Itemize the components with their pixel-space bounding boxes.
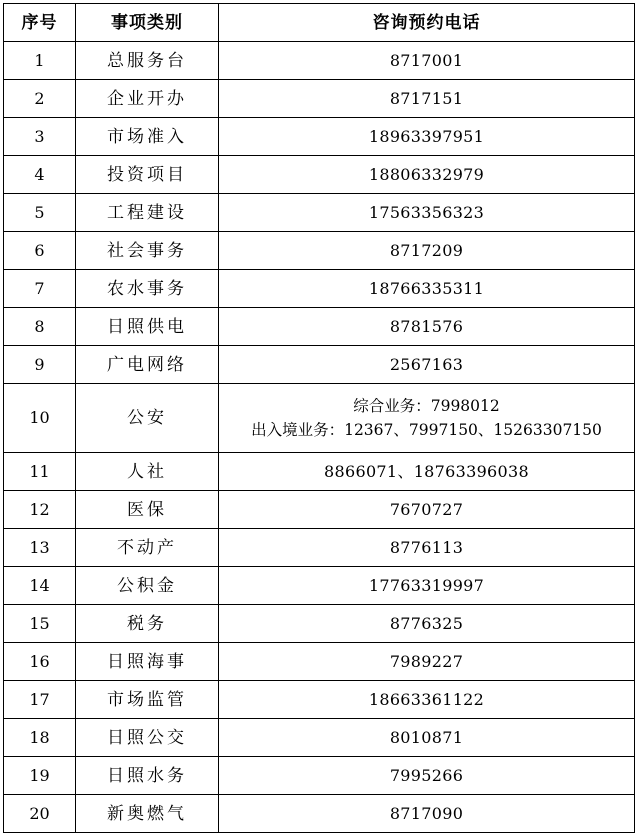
table-row [4, 118, 635, 156]
table-row [4, 270, 635, 308]
row-category: 企业开办 [76, 80, 219, 118]
row-phone: 18806332979 [219, 156, 635, 194]
row-phone: 18663361122 [219, 681, 635, 719]
row-number: 7 [4, 270, 76, 308]
row-category: 人社 [76, 453, 219, 491]
table-row [4, 194, 635, 232]
row-category: 新奥燃气 [76, 795, 219, 833]
row-phone-multiline [219, 384, 635, 453]
row-category: 日照供电 [76, 308, 219, 346]
row-number: 6 [4, 232, 76, 270]
row-phone: 8781576 [219, 308, 635, 346]
table-row [4, 681, 635, 719]
table-row [4, 605, 635, 643]
table-row [4, 795, 635, 833]
row-phone: 18766335311 [219, 270, 635, 308]
row-phone: 7995266 [219, 757, 635, 795]
row-phone: 8717090 [219, 795, 635, 833]
row-number: 2 [4, 80, 76, 118]
row-number: 13 [4, 529, 76, 567]
table-row [4, 719, 635, 757]
table-row [4, 384, 635, 453]
row-number: 9 [4, 346, 76, 384]
header-phone: 咨询预约电话 [219, 4, 635, 42]
row-phone: 18963397951 [219, 118, 635, 156]
row-category: 不动产 [76, 529, 219, 567]
row-number: 15 [4, 605, 76, 643]
table-row [4, 643, 635, 681]
row-phone: 8717209 [219, 232, 635, 270]
row-phone: 7989227 [219, 643, 635, 681]
table-header-row [4, 4, 635, 42]
row-category: 市场监管 [76, 681, 219, 719]
row-category: 医保 [76, 491, 219, 529]
row-category: 公安 [76, 384, 219, 453]
row-category: 社会事务 [76, 232, 219, 270]
row-category: 日照海事 [76, 643, 219, 681]
row-phone: 7670727 [219, 491, 635, 529]
row-phone: 2567163 [219, 346, 635, 384]
table-row [4, 308, 635, 346]
table-row [4, 232, 635, 270]
row-number: 4 [4, 156, 76, 194]
header-number: 序号 [4, 4, 76, 42]
row-number: 1 [4, 42, 76, 80]
row-category: 日照水务 [76, 757, 219, 795]
row-number: 11 [4, 453, 76, 491]
table-row [4, 491, 635, 529]
row-category: 农水事务 [76, 270, 219, 308]
row-phone: 17563356323 [219, 194, 635, 232]
row-number: 10 [4, 384, 76, 453]
phone-line-immigration: 出入境业务：12367、7997150、15263307150 [251, 421, 602, 439]
phone-line-general: 综合业务：7998012 [353, 397, 500, 415]
service-phone-table [3, 3, 635, 833]
header-category: 事项类别 [76, 4, 219, 42]
row-category: 公积金 [76, 567, 219, 605]
row-number: 3 [4, 118, 76, 156]
row-phone: 8776325 [219, 605, 635, 643]
row-number: 16 [4, 643, 76, 681]
row-number: 20 [4, 795, 76, 833]
table-row [4, 42, 635, 80]
row-phone: 8010871 [219, 719, 635, 757]
row-phone: 8717151 [219, 80, 635, 118]
row-phone: 8717001 [219, 42, 635, 80]
row-category: 广电网络 [76, 346, 219, 384]
table-row [4, 156, 635, 194]
row-category: 工程建设 [76, 194, 219, 232]
row-number: 12 [4, 491, 76, 529]
row-category: 投资项目 [76, 156, 219, 194]
table-row [4, 567, 635, 605]
row-number: 5 [4, 194, 76, 232]
table-row [4, 453, 635, 491]
row-category: 日照公交 [76, 719, 219, 757]
table-row [4, 346, 635, 384]
row-category: 税务 [76, 605, 219, 643]
row-phone: 17763319997 [219, 567, 635, 605]
row-phone: 8866071、18763396038 [219, 453, 635, 491]
table-row [4, 757, 635, 795]
row-category: 总服务台 [76, 42, 219, 80]
table-row [4, 529, 635, 567]
row-category: 市场准入 [76, 118, 219, 156]
table-row [4, 80, 635, 118]
row-number: 18 [4, 719, 76, 757]
row-number: 19 [4, 757, 76, 795]
row-number: 17 [4, 681, 76, 719]
row-number: 14 [4, 567, 76, 605]
row-number: 8 [4, 308, 76, 346]
row-phone: 8776113 [219, 529, 635, 567]
